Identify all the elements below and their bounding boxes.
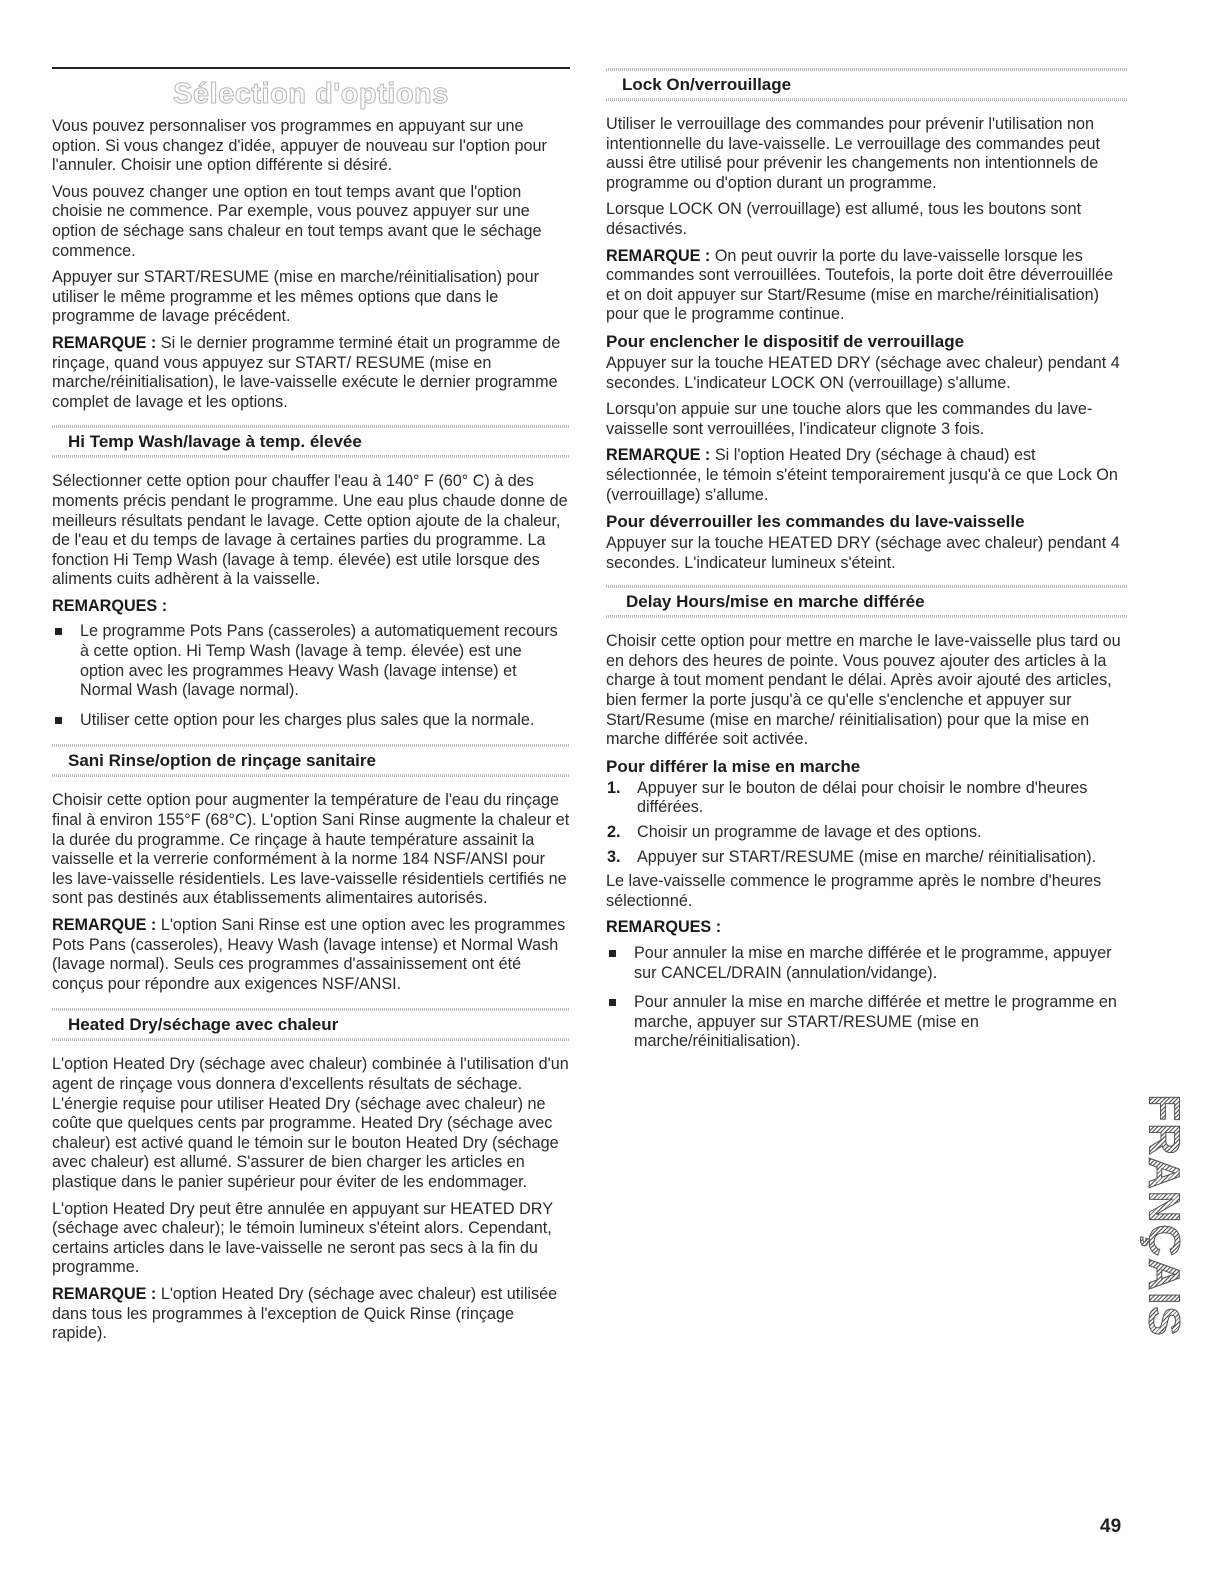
intro-paragraph-2: Vous pouvez changer une option en tout temps avant que l'option choisie ne commence. Par exemple, vous pouvez appuyer sur une option de séchage sans chaleur en tout temps avant que le séchage commence.	[52, 182, 542, 260]
delay-paragraph: Choisir cette option pour mettre en marche le lave-vaisselle plus tard ou en dehors des heures de pointe. Vous pouvez ajouter des articles à la charge à tout moment pendant le délai. Après avoir ajouté des articles, bien fermer la porte jusqu'à ce qu'elle s'enclenche et appuyer sur Start/Resume (mise en marche/ réinitialisation) pour que la mise en marche différée soit activée.	[606, 632, 1121, 749]
delay-bullets	[606, 944, 1128, 1052]
section-heading-heated-dry-text: Heated Dry/séchage avec chaleur	[68, 1015, 339, 1035]
sani-rinse-remarque	[52, 916, 570, 994]
lock-paragraph-2: Lorsque LOCK ON (verrouillage) est allumé, tous les boutons sont désactivés.	[606, 200, 1082, 238]
remarque-label: REMARQUE :	[52, 333, 157, 352]
remarque-text: L'option Sani Rinse est une option avec les programmes Pots Pans (casseroles), Heavy Wash (lavage intense) et Normal Wash (lavage normal). Seuls ces programmes d'assainissement ont été conçus pour répondre aux exigences NSF/ANSI.	[52, 916, 566, 993]
top-rule	[52, 67, 570, 69]
list-item: Utiliser cette option pour les charges plus sales que la normale.	[52, 711, 570, 731]
bullet-square-icon	[609, 999, 616, 1006]
bullet-square-icon	[55, 628, 62, 635]
language-side-tab	[1140, 1080, 1190, 1352]
remarque-text: L'option Heated Dry (séchage avec chaleur) est utilisée dans tous les programmes à l'exception de Quick Rinse (rinçage rapide).	[52, 1284, 558, 1343]
list-item: 3. Appuyer sur START/RESUME (mise en marche/ réinitialisation).	[607, 847, 1097, 866]
lock-remarque-1	[606, 247, 1128, 325]
delay-subheading: Pour différer la mise en marche	[606, 756, 861, 776]
remarque-text: Si l'option Heated Dry (séchage à chaud) est sélectionnée, le témoin s'éteint temporairement jusqu'à ce que Lock On (verrouillage) s'allume.	[606, 446, 1118, 504]
heated-dry-remarque	[52, 1285, 570, 1344]
lock-subheading-2: Pour déverrouiller les commandes du lave-vaisselle	[606, 512, 1025, 532]
remarque-text: Si le dernier programme terminé était un programme de rinçage, quand vous appuyez sur START/ RESUME (mise en marche/réinitialisation), le lave-vaisselle exécute le dernier programme complet de lavage et les options.	[52, 333, 561, 411]
section-heading-delay-text: Delay Hours/mise en marche différée	[626, 592, 925, 612]
page-number: 49	[1100, 1516, 1122, 1537]
hi-temp-bullets	[52, 622, 570, 730]
lock-sub1-paragraph-2: Lorsqu'on appuie sur une touche alors que les commandes du lave-vaisselle sont verrouillées, l'indicateur clignote 3 fois.	[606, 400, 1093, 438]
intro-remarque	[52, 334, 570, 412]
sani-rinse-paragraph: Choisir cette option pour augmenter la température de l'eau du rinçage final à environ 155°F (68°C). L'option Sani Rinse augmente la chaleur et la durée du programme. Ce rinçage à haute température assainit la vaisselle et la verrerie conformément à la norme 184 NSF/ANSI pour les lave-vaisselle résidentiels. Les lave-vaisselle résidentiels certifiés ne sont pas destinés aux établissements alimentaires autorisés.	[52, 791, 570, 908]
intro-paragraph-1: Vous pouvez personnaliser vos programmes en appuyant sur une option. Si vous changez d'idée, appuyer de nouveau sur l'option pour l'annuler. Choisir une option différente si désiré.	[52, 117, 547, 175]
lock-paragraph-1: Utiliser le verrouillage des commandes pour prévenir l'utilisation non intentionnelle du lave-vaisselle. Le verrouillage des commandes peut aussi être utilisé pour prévenir les changements non intentionnels de programme ou d'option durant un programme.	[606, 115, 1101, 192]
language-side-tab-text: FRANÇAIS	[1140, 1094, 1190, 1338]
section-heading-hi-temp-text: Hi Temp Wash/lavage à temp. élevée	[68, 432, 362, 452]
delay-steps	[606, 779, 1128, 867]
remarque-label: REMARQUE :	[606, 246, 711, 265]
bullet-square-icon	[55, 717, 62, 724]
remarque-label: REMARQUE :	[52, 916, 157, 934]
section-heading-sani-rinse	[52, 744, 570, 777]
page-title: Sélection d'options	[173, 78, 449, 110]
heated-dry-paragraph-1: L'option Heated Dry (séchage avec chaleur) combinée à l'utilisation d'un agent de rinçage vous donnera d'excellents résultats de séchage. L'énergie requise pour utiliser Heated Dry (séchage avec chaleur) ne coûte que quelques cents par programme. Heated Dry (séchage avec chaleur) est activé quand le témoin sur le bouton Heated Dry (séchage avec chaleur) est allumé. S'assurer de bien charger les articles en plastique dans le panier supérieur pour éviter de les endommager.	[52, 1055, 569, 1191]
left-column	[52, 117, 570, 1351]
heated-dry-paragraph-2: L'option Heated Dry peut être annulée en appuyant sur HEATED DRY (séchage avec chaleur); le témoin lumineux s'éteint alors. Cependant, certains articles dans le lave-vaisselle ne seront pas secs à la fin du programme.	[52, 1199, 553, 1277]
list-item: Pour annuler la mise en marche différée et le programme, appuyer sur CANCEL/DRAIN (annulation/vidange).	[606, 944, 1128, 983]
step-number: 2.	[607, 823, 621, 842]
intro-paragraph-3: Appuyer sur START/RESUME (mise en marche/réinitialisation) pour utiliser le même programme et les mêmes options que dans le programme de lavage précédent.	[52, 268, 539, 326]
remarque-text: On peut ouvrir la porte du lave-vaisselle lorsque les commandes sont verrouillées. Toutefois, la porte doit être déverrouillée et on doit appuyer sur Start/Resume (mise en marche/réinitialisation) pour que le programme continue.	[606, 246, 1114, 324]
delay-remarques-label: REMARQUES :	[606, 918, 722, 937]
list-item: Pour annuler la mise en marche différée et mettre le programme en marche, appuyer sur START/RESUME (mise en marche/réinitialisation).	[606, 993, 1128, 1052]
lock-remarque-2	[606, 446, 1128, 505]
remarque-label: REMARQUE :	[606, 446, 711, 465]
lock-sub1-paragraph-1: Appuyer sur la touche HEATED DRY (séchage avec chaleur) pendant 4 secondes. L'indicateur LOCK ON (verrouillage) s'allume.	[606, 353, 1120, 392]
section-heading-delay	[606, 585, 1128, 618]
remarque-label: REMARQUE :	[52, 1284, 157, 1303]
list-item: 2. Choisir un programme de lavage et des options.	[607, 823, 982, 842]
section-heading-sani-rinse-text: Sani Rinse/option de rinçage sanitaire	[68, 751, 376, 771]
section-heading-heated-dry	[52, 1008, 570, 1041]
list-item: Le programme Pots Pans (casseroles) a automatiquement recours à cette option. Hi Temp Wash (lavage à temp. élevée) est une option avec les programmes Heavy Wash (lavage intense) et Normal Wash (lavage normal).	[52, 622, 570, 700]
bullet-square-icon	[609, 950, 616, 957]
hi-temp-remarques-label: REMARQUES :	[52, 596, 168, 615]
lock-sub2-paragraph: Appuyer sur la touche HEATED DRY (séchage avec chaleur) pendant 4 secondes. L'indicateur lumineux s'éteint.	[606, 534, 1120, 572]
list-item: 1. Appuyer sur le bouton de délai pour choisir le nombre d'heures différées.	[607, 778, 1088, 817]
step-number: 3.	[607, 847, 621, 866]
section-heading-hi-temp	[52, 425, 570, 458]
right-column	[606, 68, 1128, 1062]
delay-after-steps: Le lave-vaisselle commence le programme après le nombre d'heures sélectionné.	[606, 872, 1102, 910]
section-heading-lock	[606, 68, 1128, 101]
lock-subheading-1: Pour enclencher le dispositif de verrouillage	[606, 331, 965, 351]
section-heading-lock-text: Lock On/verrouillage	[622, 75, 792, 94]
step-number: 1.	[607, 778, 621, 797]
hi-temp-paragraph: Sélectionner cette option pour chauffer l'eau à 140° F (60° C) à des moments précis pendant le programme. Une eau plus chaude donne de meilleurs résultats pendant le lavage. Cette option ajoute de la chaleur, de l'eau et du temps de lavage à certaines parties du programme. La fonction Hi Temp Wash (lavage à temp. élevée) est utile lorsque des aliments cuits adhèrent à la vaisselle.	[52, 472, 568, 589]
